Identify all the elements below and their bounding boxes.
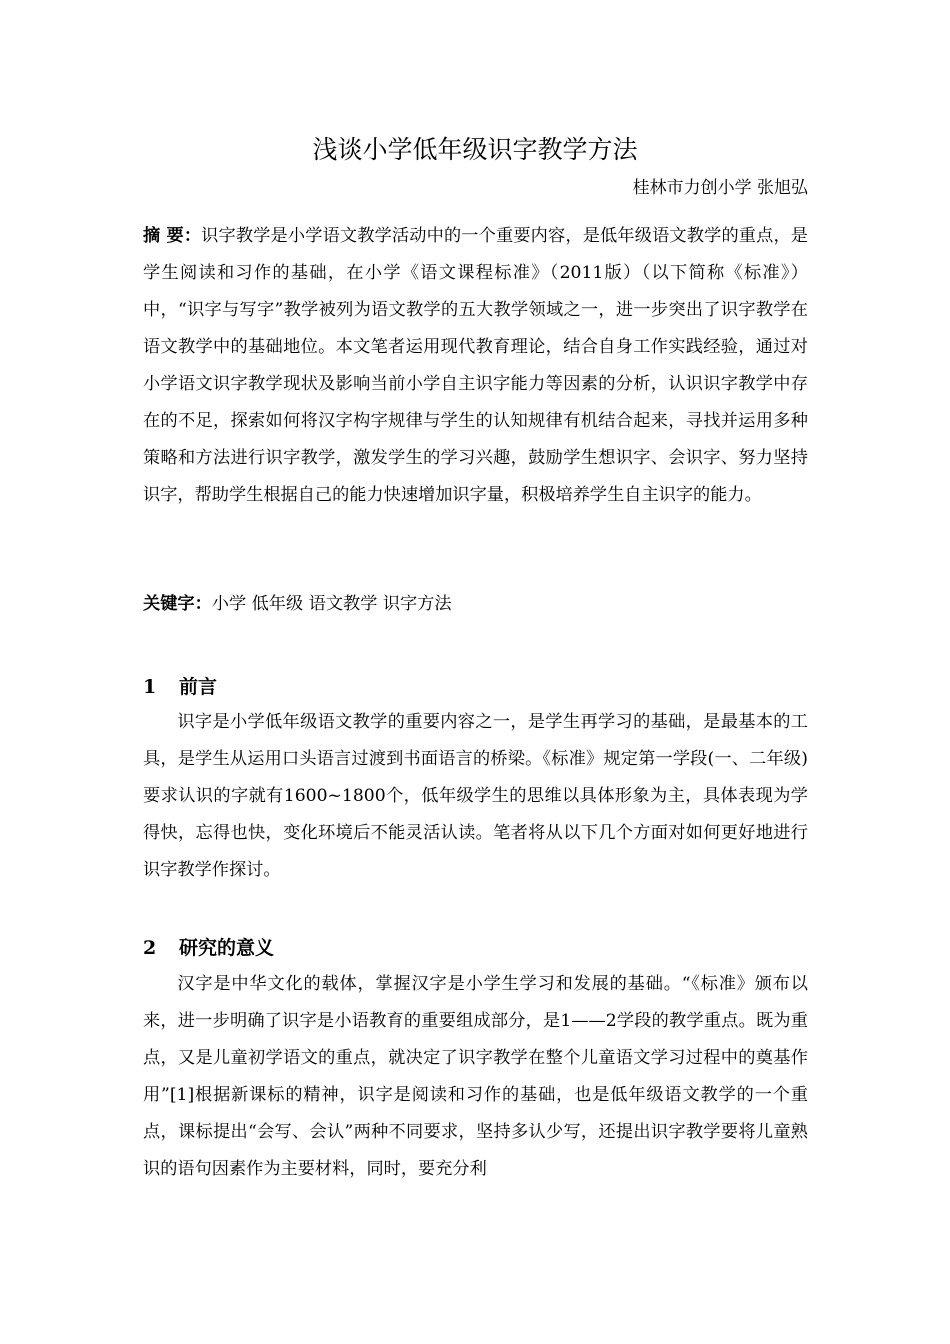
abstract-label: 摘 要： (143, 226, 202, 246)
abstract-text: 识字教学是小学语文教学活动中的一个重要内容，是低年级语文教学的重点，是学生阅读和习作的基础，在小学《语文课程标准》（2011版）（以下简称《标准》）中，“识字与写字”教学被列为语文教学的五大教学领域之一，进一步突出了识字教学在语文教学中的基础地位。本文笔者运用现代教育理论，结合自身工作实践经验，通过对小学语文识字教学现状及影响当前小学自主识字能力等因素的分析，认识识字教学中存在的不足，探索如何将汉字构字规律与学生的认知规律有机结合起来，寻找并运用多种策略和方法进行识字教学，激发学生的学习兴趣，鼓励学生想识字、会识字、努力坚持识字，帮助学生根据自己的能力快速增加识字量，积极培养学生自主识字的能力。 (143, 226, 808, 505)
section-title: 前言 (179, 676, 218, 698)
section-title: 研究的意义 (179, 937, 275, 959)
section-number: 2 (143, 937, 157, 959)
keywords-label: 关键字： (143, 594, 212, 614)
section-body-2: 汉字是中华文化的载体，掌握汉字是小学生学习和发展的基础。“《标准》颁布以来，进一步明确了识字是小语教育的重要组成部分，是1——2学段的教学重点。既为重点，又是儿童初学语文的重点，就决定了识字教学在整个儿童语文学习过程中的奠基作用”[1]根据新课标的精神，识字是阅读和习作的基础，也是低年级语文教学的一个重点，课标提出“会写、会认”两种不同要求，坚持多认少写，还提出识字教学要将儿童熟识的语句因素作为主要材料，同时，要充分利 (143, 974, 808, 1179)
keywords-line (143, 586, 808, 623)
document-title: 浅谈小学低年级识字教学方法 (312, 135, 638, 164)
section-heading-1 (143, 672, 217, 702)
author-line: 桂林市力创小学 张旭弘 (632, 178, 808, 198)
abstract-paragraph (143, 218, 808, 514)
section-number: 1 (143, 676, 157, 698)
section-body-1: 识字是小学低年级语文教学的重要内容之一，是学生再学习的基础，是最基本的工具，是学生从运用口头语言过渡到书面语言的桥梁。《标准》规定第一学段(一、二年级)要求认识的字就有1600~1800个，低年级学生的思维以具体形象为主，具体表现为学得快，忘得也快，变化环境后不能灵活认读。笔者将从以下几个方面对如何更好地进行识字教学作探讨。 (143, 712, 808, 880)
keywords-text: 小学 低年级 语文教学 识字方法 (211, 594, 452, 614)
section-heading-2 (143, 933, 274, 963)
